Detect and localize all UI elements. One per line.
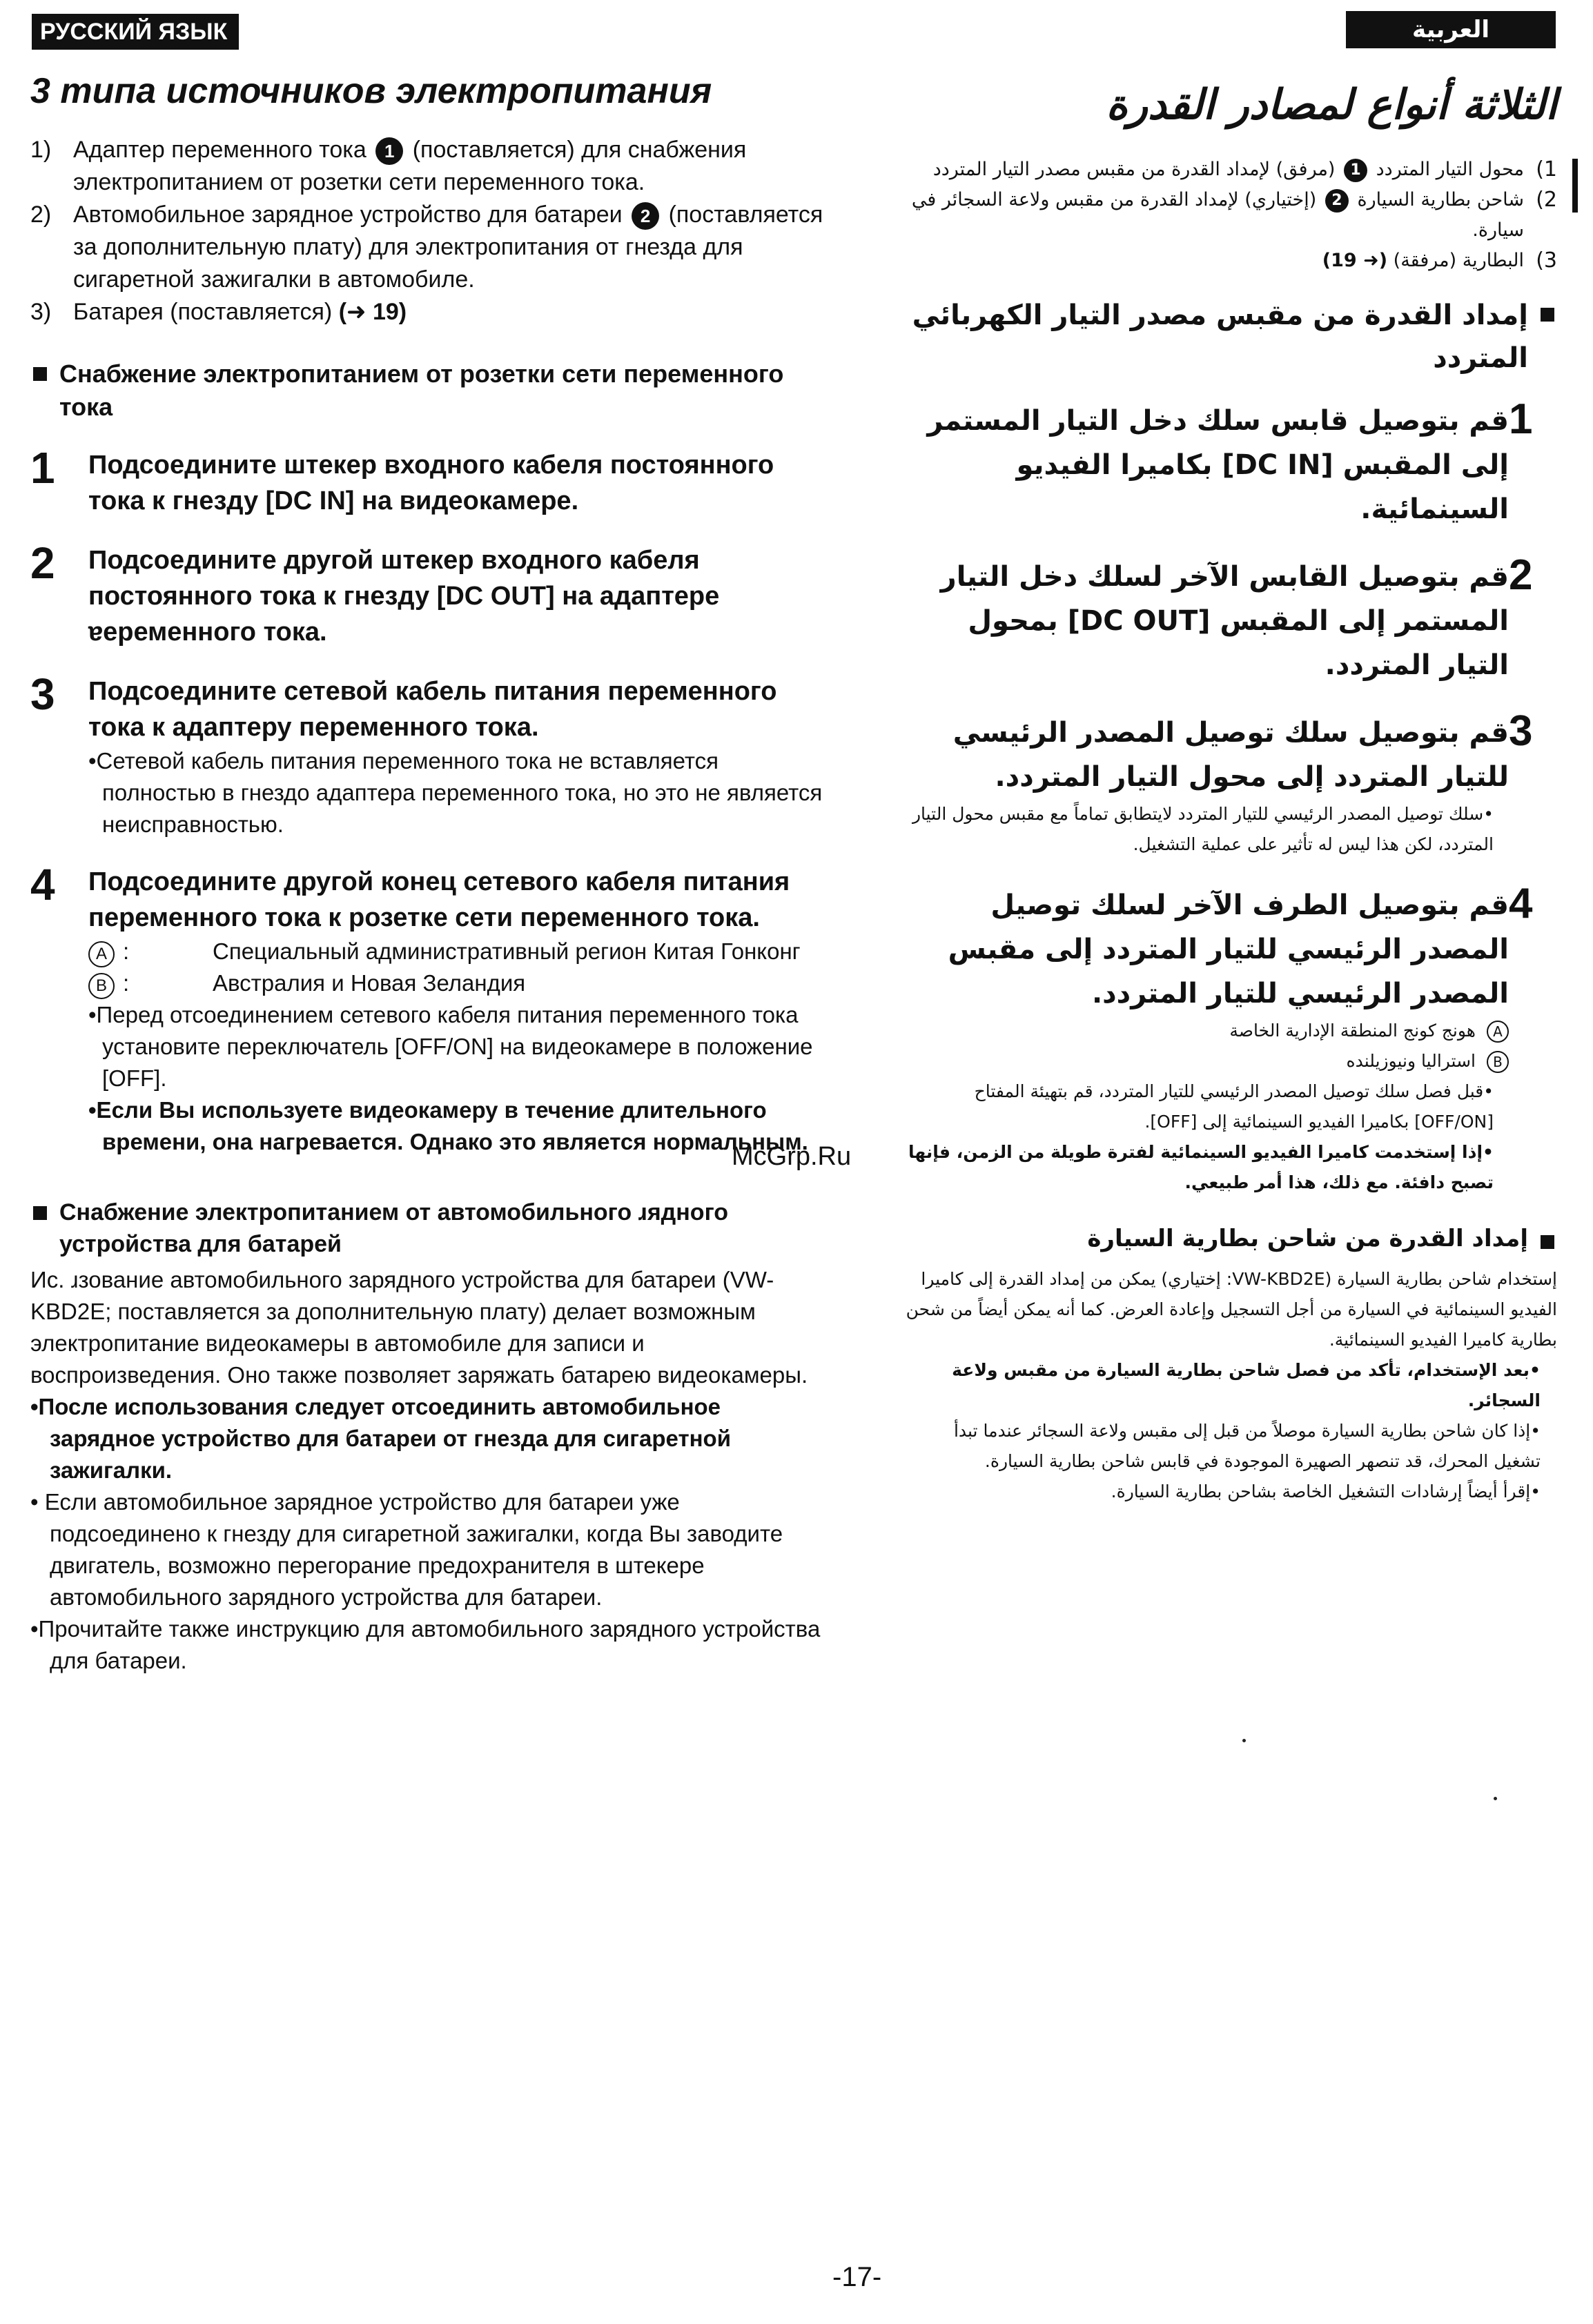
russian-column — [30, 69, 824, 1677]
section-heading-ac-outlet: Снабжение электропитанием от розетки сети переменного тока — [30, 357, 824, 424]
page-reference: (➜ 19) — [1322, 250, 1388, 271]
russian-language-tab: РУССКИЙ ЯЗЫК — [32, 14, 239, 50]
list-item: 2) Автомобильное зарядное устройство для батареи 2 (поставляется за дополнительную плату) для электропитания от гнезда для сигаретной зажигалки в автомобиле. — [30, 201, 823, 293]
number-badge-icon: 1 — [1344, 159, 1367, 182]
arabic-column — [904, 69, 1557, 1507]
list-item: 3) البطارية (مرفقة) (➜ 19) — [1322, 248, 1557, 273]
region-note-b: B : Австралия и Новая Зеландия — [88, 967, 824, 999]
number-badge-icon: 2 — [1325, 189, 1349, 213]
list-item: •إذا كان شاحن بطارية السيارة موصلاً من قبل إلى مقبس ولاعة السجائر عندما تبدأ تشغيل المحرك، قد تنصهر الصهيرة الموجودة في قابس شاحن بطارية السيارة. — [953, 1421, 1541, 1471]
list-item: •После использования следует отсоединить автомобильное зарядное устройство для батареи от гнезда для сигаретной зажигалки. — [30, 1394, 732, 1483]
circled-letter-a-icon: A — [88, 941, 115, 967]
page-title: 3 типа источников электропитания — [30, 71, 712, 111]
list-item: •بعد الإستخدام، تأكد من فصل شاحن بطارية السيارة من مقبس ولاعة السجائر. — [952, 1360, 1541, 1410]
step-note: •إذا إستخدمت كاميرا الفيديو السينمائية لفترة طويلة من الزمن، فإنها تصبح دافئة. مع ذلك، هذا أمر طبيعي. — [908, 1142, 1494, 1192]
step-note: •قبل فصل سلك توصيل المصدر الرئيسي للتيار المتردد، قم بتهيئة المفتاح [OFF/ON] بكاميرا الفيديو السينمائية إلى [OFF]. — [974, 1081, 1494, 1132]
step-2: 2 Подсоедините другой штекер входного кабеля постоянного тока к гнезду [DC OUT] на адаптере ɐеременного тока. — [30, 538, 720, 647]
list-item: •إقرأ أيضاً إرشادات التشغيل الخاصة بشاحن بطارية السيارة. — [1111, 1481, 1541, 1501]
arabic-language-tab: العربية — [1346, 11, 1556, 48]
number-badge-icon: 1 — [375, 137, 403, 165]
region-note-a: A هونج كونج المنطقة الإدارية الخاصة — [904, 1016, 1509, 1046]
circled-letter-b-icon: B — [1487, 1051, 1509, 1073]
section-body: إستخدام شاحن بطارية السيارة (VW-KBD2E: إختياري) يمكن من إمداد القدرة إلى كاميرا الفيديو السينمائية في السيارة من أجل التسجيل وإعادة العرض. كما أنه يمكن أيضاً من شحن بطارية كاميرا الفيديو السينمائية. — [906, 1269, 1557, 1350]
step-1: 1 Подсоедините штекер входного кабеля постоянного тока к гнезду [DC IN] на видеокамере. — [30, 443, 774, 515]
intro-list — [30, 134, 824, 328]
scan-speck — [1494, 1797, 1497, 1800]
list-item: 3) Батарея (поставляется) (➜ 19) — [30, 299, 407, 325]
page-reference: (➜ 19) — [338, 299, 407, 325]
step-2: 2 قم بتوصيل القابس الآخر لسلك دخل التيار المستمر إلى المقبس [DC OUT] بمحول التيار المتردد. — [940, 551, 1533, 681]
square-bullet-icon — [33, 367, 47, 381]
circled-letter-a-icon: A — [1487, 1021, 1509, 1043]
step-1: 1 قم بتوصيل قابس سلك دخل التيار المستمر إلى المقبس [DC IN] بكاميرا الفيديو السينمائية. — [927, 395, 1533, 525]
circled-letter-b-icon: B — [88, 973, 115, 999]
page-title-arabic: الثلاثة أنواع لمصادر القدرة — [1106, 81, 1557, 129]
square-bullet-icon — [1541, 1235, 1554, 1249]
list-item: 1) Адаптер переменного тока 1 (поставляется) для снабжения электропитанием от розетки сети переменного тока. — [30, 137, 747, 195]
section-heading-ac-outlet: إمداد القدرة من مقبس مصدر التيار الكهربائي المتردد — [904, 294, 1557, 380]
step-3: 3 قم بتوصيل سلك توصيل المصدر الرئيسي للتيار المتردد إلى محول التيار المتردد. •سلك توصيل المصدر الرئيسي للتيار المتردد لايتطابق تماماً مع مقبس محول التيار المتردد، لكن هذا ليس له تأثير على عملية التشغيل. — [904, 711, 1557, 860]
step-note: •Перед отсоединением сетевого кабеля питания переменного тока установите переключатель [OFF/ON] на видеокамере в положение [OFF]. — [88, 1002, 813, 1091]
list-item: •Прочитайте также инструкцию для автомобильного зарядного устройства для батареи. — [30, 1616, 821, 1673]
square-bullet-icon — [33, 1206, 47, 1220]
page-edge-mark — [1572, 159, 1578, 213]
step-note: •سلك توصيل المصدر الرئيسي للتيار المتردد لايتطابق تماماً مع مقبس محول التيار المتردد، لكن هذا ليس له تأثير على عملية التشغيل. — [912, 804, 1494, 854]
list-item: 2) شاحن بطارية السيارة 2 (إختياري) لإمداد القدرة من مقبس ولاعة السجائر في سيارة. — [911, 188, 1557, 241]
region-note-b: B استراليا ونيوزيلنده — [904, 1046, 1509, 1076]
section-heading-car-charger: Снабжение электропитанием от автомобильного ɹядного устройства для батарей — [30, 1197, 824, 1260]
section-heading-car-charger: إمداد القدرة من شاحن بطارية السيارة — [904, 1221, 1557, 1256]
step-4: 4 قم بتوصيل الطرف الآخر لسلك توصيل المصدر الرئيسي للتيار المتردد إلى مقبس المصدر الرئيسي للتيار المتردد. A هونج كونج المنطقة الإدارية الخاصة B استراليا ونيوزيلنده •قبل فصل سلك توصيل المصدر الرئيسي للتيار المتردد، قم بتهيئة المفتاح [OFF/ON] بكاميرا الفيديو السينمائية إلى [OFF]. •إذا إستخدمت كاميرا الفيديو السينمائية لفترة طويلة من الزمن، فإنها تصبح دافئة. مع ذلك، هذا أمر طبيعي. — [904, 883, 1557, 1198]
intro-list — [904, 155, 1557, 276]
number-badge-icon: 2 — [632, 202, 659, 230]
page-number: -17- — [832, 2262, 882, 2292]
square-bullet-icon — [1541, 308, 1554, 322]
step-note: •Сетевой кабель питания переменного тока не вставляется полностью в гнездо адаптера переменного тока, но это не является неисправностью. — [88, 748, 823, 837]
scan-speck — [1242, 1739, 1246, 1742]
watermark-text: McGrp.Ru — [732, 1142, 852, 1171]
list-item: 1) محول التيار المتردد 1 (مرفق) لإمداد القدرة من مقبس مصدر التيار المتردد — [932, 157, 1557, 181]
list-item: • Если автомобильное зарядное устройство для батареи уже подсоединено к гнезду для сигаретной зажигалки, когда Вы заводите двигатель, возможно перегорание предохранителя в штекере автомобильного зарядного устройства для батареи. — [30, 1489, 783, 1610]
step-note: •Если Вы используете видеокамеру в течение длительного времени, она нагревается. Однако это является нормальным. — [88, 1097, 808, 1154]
step-4: 4 Подсоедините другой конец сетевого кабеля питания переменного тока к розетке сети переменного тока. A : Специальный административный регион Китая Гонконг B : Австралия и Новая Зеландия •Перед отсоединением сетевого кабеля питания переменного тока установите переключатель [OFF/ON] на видеокамере в положение [OFF]. •Если Вы используете видеокамеру в течение длительного времени, она нагревается. Однако это является нормальным. — [30, 864, 824, 1158]
region-note-a: A : Специальный административный регион Китая Гонконг — [88, 936, 824, 967]
section-body: Ис. ɹзование автомобильного зарядного устройства для батареи (VW-KBD2E; поставляется за дополнительную плату) делает возможным электропитание видеокамеры в автомобиле для записи и воспроизведения. Оно также позволяет заряжать батарею видеокамеры. — [30, 1267, 808, 1388]
step-3: 3 Подсоедините сетевой кабель питания переменного тока к адаптеру переменного тока. •Сетевой кабель питания переменного тока не вставляется полностью в гнездо адаптера переменного тока, но это не является неисправностью. — [30, 673, 824, 840]
